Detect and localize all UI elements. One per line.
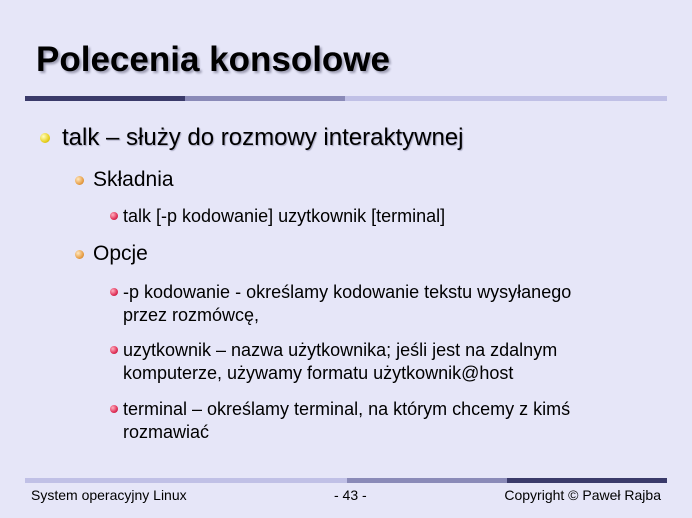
option-text-line2: komputerze, używamy formatu użytkownik@host [123,363,514,383]
syntax-text: talk [-p kodowanie] uzytkownik [terminal] [123,206,446,226]
footer-left: System operacyjny Linux [31,487,187,503]
option-text-line1: terminal – określamy terminal, na którym chcemy z kimś [123,399,571,419]
syntax-line [110,205,445,228]
bullet-icon [110,405,118,413]
bullet-icon [75,176,84,185]
bullet-icon [110,346,118,354]
bullet-icon [110,288,118,296]
option-item-user [110,339,557,385]
bullet-icon [75,250,84,259]
title-underline [25,96,667,101]
option-text-line2: rozmawiać [123,422,210,442]
slide-title: Polecenia konsolowe [36,40,390,79]
option-text-line2: przez rozmówcę, [123,305,260,325]
option-item-p [110,281,571,327]
footer-copyright: Copyright © Paweł Rajba [504,487,661,503]
bullet-icon [110,212,118,220]
option-text-line1: -p kodowanie - określamy kodowanie tekstu wysyłanego [123,282,572,302]
footer-rule [25,478,667,483]
sub-item-options [75,242,148,266]
bullet-item-talk [40,124,463,152]
footer-page-number: - 43 - [334,487,367,503]
option-text-line1: uzytkownik – nazwa użytkownika; jeśli jest na zdalnym [123,340,558,360]
sub-item-label: Składnia [93,168,174,191]
option-item-terminal [110,398,570,444]
bullet-icon [40,133,50,143]
sub-item-syntax [75,168,174,192]
sub-item-label: Opcje [93,242,148,265]
bullet-text: talk – służy do rozmowy interaktywnej [62,124,464,151]
